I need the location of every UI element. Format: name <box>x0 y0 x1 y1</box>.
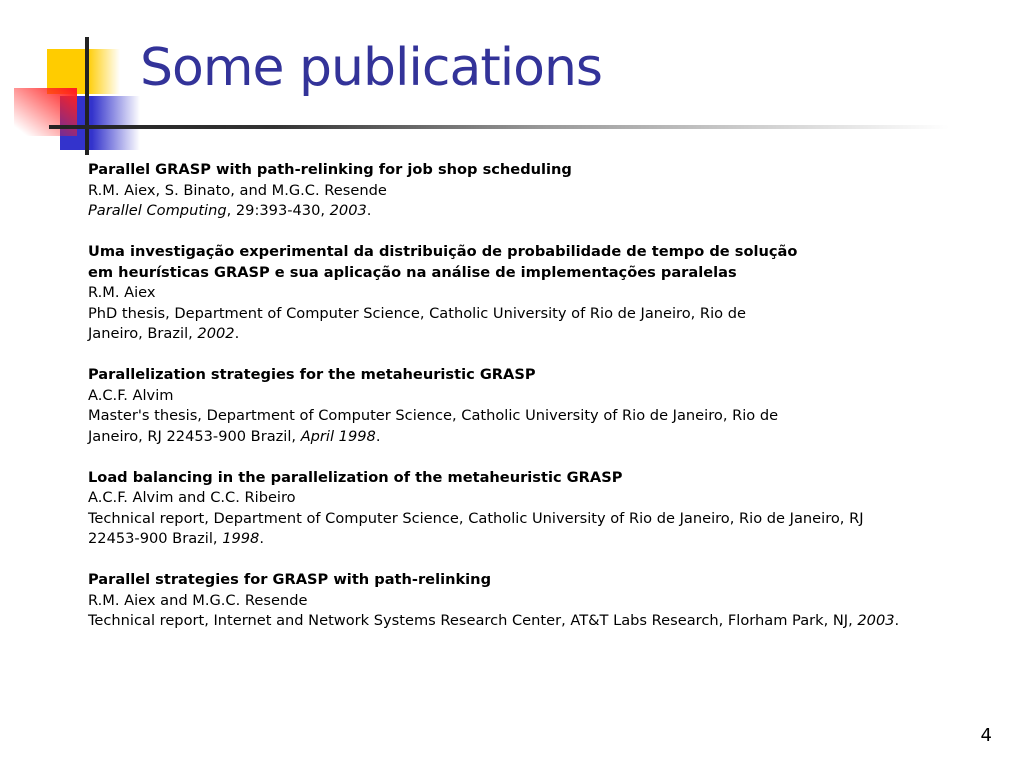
pub-venue: Master's thesis, Department of Computer Science, Catholic University of Rio de Janeiro, Rio de <box>88 407 779 424</box>
period: . <box>366 202 372 219</box>
pub-title: Uma investigação experimental da distribuição de probabilidade de tempo de solução <box>88 243 798 260</box>
pub-title: Parallelization strategies for the metaheuristic GRASP <box>88 366 536 383</box>
pub-authors: A.C.F. Alvim <box>88 386 174 404</box>
pub-venue-text: Technical report, Internet and Network Systems Research Center, AT&T Labs Research, Florham Park, NJ, <box>88 612 858 629</box>
pub-venue-text: 22453-900 Brazil, <box>88 530 223 547</box>
pub-venue <box>88 611 988 632</box>
publication <box>88 570 988 632</box>
period: . <box>234 325 240 342</box>
pub-authors: R.M. Aiex and M.G.C. Resende <box>88 591 308 609</box>
page-number: 4 <box>980 725 992 746</box>
pub-authors: R.M. Aiex <box>88 284 156 301</box>
pub-venue <box>88 201 988 222</box>
pub-title-cont: em heurísticas GRASP e sua aplicação na análise de implementações paralelas <box>88 263 737 281</box>
pub-venue-text: Janeiro, Brazil, <box>88 325 198 342</box>
publication <box>88 160 988 222</box>
publication <box>88 468 988 550</box>
logo-vertical-line <box>85 37 89 155</box>
title-underline <box>49 125 949 129</box>
pub-year: 1998 <box>222 530 260 547</box>
pub-year: 2003 <box>329 202 367 219</box>
publication-list <box>88 160 988 652</box>
pub-year: 2003 <box>857 612 895 629</box>
pub-authors: R.M. Aiex, S. Binato, and M.G.C. Resende <box>88 181 387 199</box>
pub-venue-cont <box>88 529 988 550</box>
publication <box>88 365 988 447</box>
pub-volume: , 29:393-430, <box>226 202 330 219</box>
pub-title: Parallel GRASP with path-relinking for job shop scheduling <box>88 161 572 178</box>
period: . <box>259 530 264 547</box>
pub-venue-text: Janeiro, RJ 22453-900 Brazil, <box>88 427 301 445</box>
period: . <box>894 612 900 629</box>
pub-authors: A.C.F. Alvim and C.C. Ribeiro <box>88 489 296 506</box>
pub-venue: Technical report, Department of Computer Science, Catholic University of Rio de Janeiro, Rio de Janeiro, RJ <box>88 509 864 527</box>
pub-venue: PhD thesis, Department of Computer Science, Catholic University of Rio de Janeiro, Rio de <box>88 304 746 322</box>
pub-title: Load balancing in the parallelization of the metaheuristic GRASP <box>88 468 623 486</box>
pub-venue-cont <box>88 427 988 448</box>
publication <box>88 242 988 345</box>
period: . <box>375 427 381 445</box>
pub-title: Parallel strategies for GRASP with path-relinking <box>88 571 492 588</box>
slide-title: Some publications <box>140 38 603 98</box>
pub-year: 2002 <box>197 325 235 342</box>
pub-year: April 1998 <box>300 427 376 445</box>
pub-journal: Parallel Computing <box>88 202 227 219</box>
pub-venue-cont <box>88 324 988 345</box>
